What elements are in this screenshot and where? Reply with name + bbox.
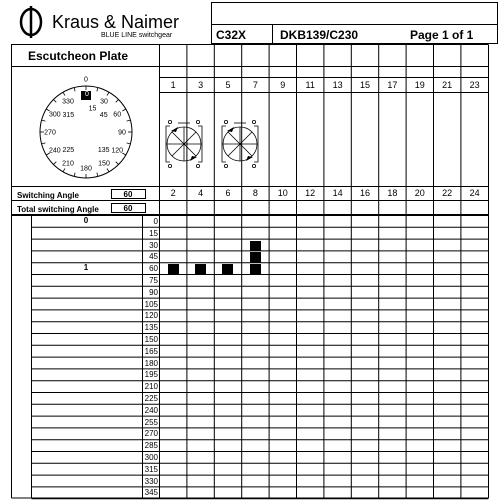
contact-bar-7-8-30 [250,241,261,251]
dial-label-0: 0 [84,76,88,84]
row-angle-150: 150 [144,335,158,344]
row-angle-165: 165 [144,346,158,356]
dial-label-300: 300 [48,111,61,119]
terminal-bottom-12: 12 [305,188,316,198]
row-angle-240: 240 [144,405,158,415]
row-angle-105: 105 [144,299,158,309]
switching-angle-label: Switching Angle [17,191,79,200]
position-0-label: 0 [83,216,89,225]
terminal-top-21: 21 [442,80,453,90]
row-angle-255: 255 [144,417,158,427]
page-indicator: Page 1 of 1 [410,28,474,42]
terminal-top-15: 15 [359,80,370,90]
total-angle-label: Total switching Angle [17,205,99,214]
terminal-top-11: 11 [305,80,315,90]
row-angle-330: 330 [144,476,158,486]
escutcheon-title: Escutcheon Plate [28,49,129,63]
dial-label-45: 45 [99,111,108,119]
row-angle-180: 180 [144,358,158,368]
drawing-number: DKB139/C230 [280,28,359,42]
terminal-top-23: 23 [469,80,480,90]
terminal-bottom-4: 4 [198,188,204,198]
row-angle-120: 120 [144,311,158,321]
row-angle-30: 30 [149,240,158,250]
terminal-bottom-2: 2 [170,188,176,198]
contact-bar-7-8-60 [250,264,261,274]
terminal-top-17: 17 [387,80,398,90]
brand-name: Kraus & Naimer [52,12,180,32]
terminal-bottom-6: 6 [225,188,231,198]
contact-bar-3-4-60 [195,264,206,274]
dial-label-90: 90 [118,129,126,137]
total-angle-value: 60 [123,204,133,213]
terminal-bottom-8: 8 [252,188,258,198]
dial-label-30: 30 [100,98,108,106]
dial-label-270: 270 [44,129,56,137]
row-angle-60: 60 [149,264,158,274]
terminal-bottom-18: 18 [387,188,398,198]
row-angle-285: 285 [144,441,158,451]
terminal-top-9: 9 [280,80,286,90]
terminal-bottom-14: 14 [332,188,343,198]
row-angle-135: 135 [144,323,158,333]
terminal-bottom-24: 24 [469,188,480,198]
row-angle-195: 195 [144,370,158,380]
row-angle-45: 45 [149,252,158,262]
position-1-label: 1 [83,263,89,272]
contact-bar-7-8-45 [250,252,261,262]
row-angle-0: 0 [153,217,158,226]
contact-bar-5-6-60 [222,264,233,274]
dial-label-135: 135 [97,147,110,155]
terminal-top-19: 19 [414,80,425,90]
dial-label-15: 15 [88,105,97,113]
zero-mark: 0 [85,91,89,98]
dial-label-315: 315 [62,111,75,119]
terminal-top-3: 3 [198,80,204,90]
terminal-bottom-20: 20 [414,188,425,198]
dial-label-180: 180 [80,165,92,173]
terminal-top-5: 5 [225,80,231,90]
contact-bar-1-2-60 [168,264,179,274]
dial-label-240: 240 [48,147,61,155]
terminal-bottom-10: 10 [277,188,288,198]
brand-tagline: BLUE LINE switchgear [101,32,173,39]
row-angle-345: 345 [144,488,158,498]
terminal-bottom-16: 16 [359,188,370,198]
dial-label-225: 225 [62,147,75,155]
contact-symbols [166,120,258,167]
switching-angle-value: 60 [123,190,133,199]
terminal-top-1: 1 [170,80,176,90]
model-code: C32X [216,28,247,42]
terminal-bottom-22: 22 [442,188,453,198]
dial-label-330: 330 [62,98,74,106]
row-angle-270: 270 [144,429,158,439]
row-angle-210: 210 [144,382,158,392]
dial-label-60: 60 [113,111,122,119]
row-angle-75: 75 [149,276,158,285]
terminal-top-13: 13 [332,80,343,90]
row-angle-300: 300 [144,453,158,462]
row-angle-315: 315 [144,464,158,474]
dial-label-120: 120 [111,147,124,155]
terminal-top-7: 7 [252,80,258,90]
row-angle-225: 225 [144,394,158,403]
dial-label-150: 150 [98,160,110,168]
row-angle-90: 90 [149,287,158,297]
company-logo [14,5,48,39]
dial-label-210: 210 [62,160,74,168]
row-angle-15: 15 [149,228,158,238]
